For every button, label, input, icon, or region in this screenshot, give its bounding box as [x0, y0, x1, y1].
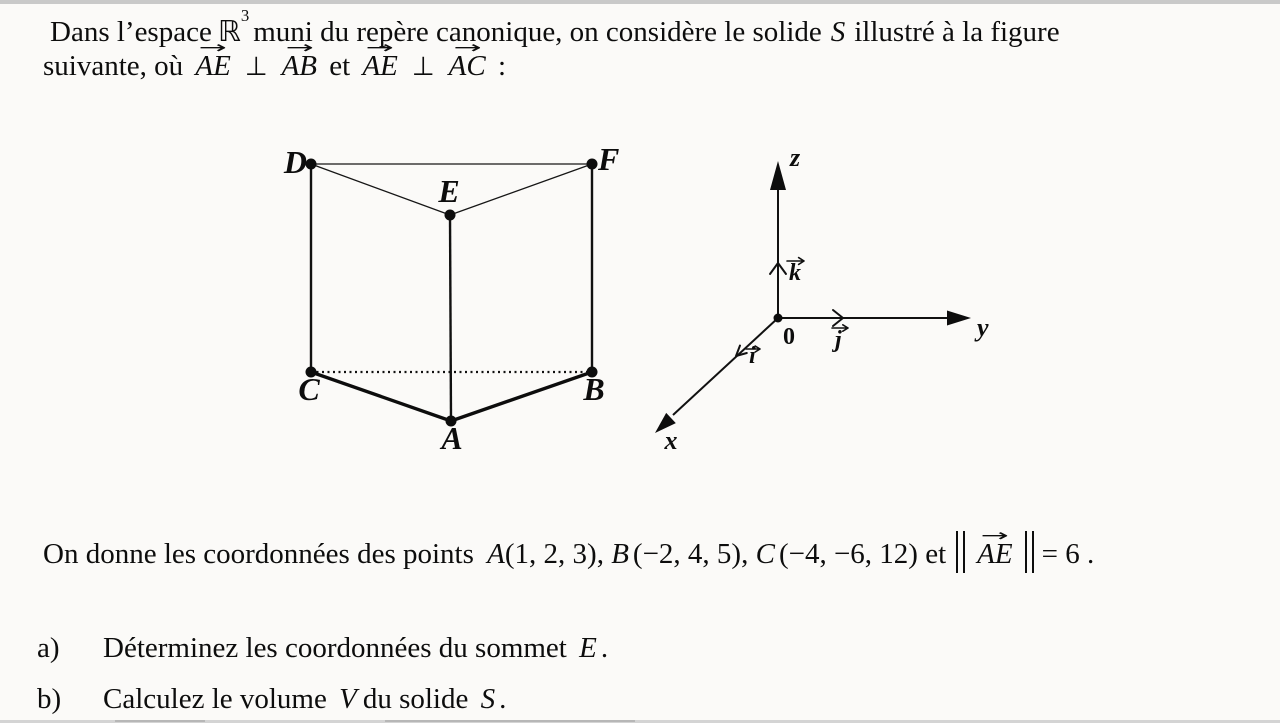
label-F: F — [598, 141, 620, 177]
x-axis — [673, 318, 778, 415]
question-b-label: b) — [37, 683, 62, 715]
label-C: C — [298, 371, 320, 407]
question-b-body-2: du solide — [362, 683, 469, 715]
edge-EA — [450, 215, 451, 421]
label-y-axis: y — [977, 313, 989, 342]
vector-AE: AE → — [195, 52, 230, 81]
label-E: E — [438, 173, 460, 209]
vector-AB: AB → — [282, 52, 317, 81]
vertex-D-dot — [306, 159, 317, 170]
intro-text-5: et — [329, 50, 351, 82]
question-b-variable-V: V — [339, 683, 357, 715]
point-A-coordinates: (1, 2, 3), — [504, 538, 604, 570]
vertex-F-dot — [587, 159, 598, 170]
question-b-text — [103, 685, 506, 714]
cutoff-text-ghost-1 — [115, 720, 205, 722]
label-D: D — [283, 144, 307, 180]
edge-EF — [450, 164, 592, 215]
edge-DE — [311, 164, 450, 215]
point-A-variable: A — [487, 538, 505, 570]
coordinates-line — [43, 531, 1094, 573]
edge-CA — [311, 372, 451, 421]
intro-colon: : — [497, 50, 506, 82]
label-k-vector: k — [789, 260, 801, 286]
solid-variable: S — [830, 16, 846, 48]
perpendicular-symbol-2: ⊥ — [411, 52, 435, 82]
vertex-E-dot — [445, 210, 456, 221]
vector-AE-norm: AE → — [977, 540, 1012, 569]
point-C-variable: C — [755, 538, 775, 570]
label-B: B — [583, 371, 605, 407]
question-a-body: Déterminez les coordonnées du sommet — [103, 632, 567, 664]
axes — [655, 161, 971, 433]
question-b-variable-S: S — [480, 683, 496, 715]
vector-AE-2: AE → — [362, 52, 397, 81]
y-arrowhead-icon — [947, 311, 971, 326]
question-a-period: . — [600, 632, 609, 664]
label-z-axis: z — [790, 143, 801, 172]
intro-line-2 — [43, 52, 506, 81]
label-x-axis: x — [664, 426, 678, 455]
perpendicular-symbol: ⊥ — [244, 52, 268, 82]
label-origin: 0 — [783, 324, 795, 350]
point-B-variable: B — [611, 538, 629, 570]
z-arrowhead-icon — [770, 161, 786, 190]
question-a-label: a) — [37, 632, 60, 664]
origin-dot — [774, 314, 783, 323]
r3-symbol: ℝ — [217, 14, 241, 48]
intro-text-1: Dans l’espace — [50, 16, 212, 48]
intro-text-4: suivante, où — [43, 50, 184, 82]
coords-text: On donne les coordonnées des points — [43, 538, 474, 570]
question-a-text — [103, 634, 608, 663]
intro-text-3: illustré à la figure — [854, 16, 1060, 48]
coords-et: et — [925, 538, 947, 570]
axes-labels — [664, 143, 990, 455]
label-i-vector: i — [749, 343, 756, 369]
r3-exponent: 3 — [240, 6, 250, 26]
label-A: A — [441, 420, 463, 456]
point-C-coordinates: (−4, −6, 12) — [778, 538, 918, 570]
question-b-period: . — [499, 683, 507, 715]
cutoff-text-ghost-2 — [385, 720, 635, 722]
top-letterbox-strip — [0, 0, 1280, 4]
label-j-vector: j — [835, 327, 842, 353]
intro-text-2: muni du repère canonique, on considère le solide — [253, 16, 822, 48]
vector-AC: AC → — [449, 52, 486, 81]
solid-and-axes-figure — [0, 130, 1280, 460]
point-B-coordinates: (−2, 4, 5), — [632, 538, 749, 570]
question-b-body-1: Calculez le volume — [103, 683, 327, 715]
edge-AB — [451, 372, 592, 421]
question-a-variable: E — [579, 632, 597, 664]
norm-equation: = 6 . — [1041, 538, 1095, 570]
